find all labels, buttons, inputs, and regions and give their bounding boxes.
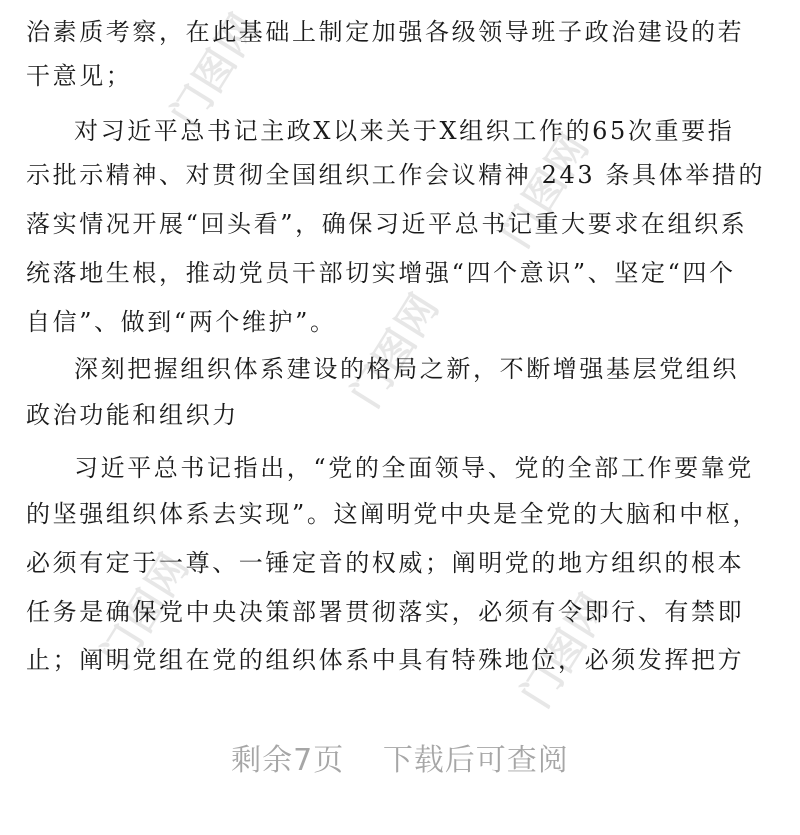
download-prompt[interactable] [0, 735, 800, 779]
paragraph-line: 干意见； [26, 62, 133, 90]
watermark: 门图网 [163, 4, 269, 136]
paragraph-line: 治素质考察，在此基础上制定加强各级领导班子政治建设的若 [26, 18, 745, 46]
paragraph-line: 统落地生根，推动党员干部切实增强“四个意识”、坚定“四个 [26, 259, 736, 287]
paragraph-line: 必须有定于一尊、一锤定音的权威；阐明党的地方组织的根本 [26, 549, 745, 577]
watermark: 门图网 [493, 124, 599, 256]
paragraph-line: 习近平总书记指出，“党的全面领导、党的全部工作要靠党 [74, 454, 754, 482]
section-heading-line: 政治功能和组织力 [26, 401, 239, 429]
paragraph-line: 自信”、做到“两个维护”。 [26, 308, 337, 336]
paragraph-line: 的坚强组织体系去实现”。这阐明党中央是全党的大脑和中枢， [26, 500, 760, 528]
paragraph-line: 任务是确保党中央决策部署贯彻落实，必须有令即行、有禁即 [26, 598, 745, 626]
download-hint-label: 下载后可查阅 [382, 743, 569, 778]
section-heading-line: 深刻把握组织体系建设的格局之新，不断增强基层党组织 [74, 355, 739, 383]
watermark: 门图网 [343, 284, 449, 416]
paragraph-line: 示批示精神、对贯彻全国组织工作会议精神 243 条具体举措的 [26, 161, 766, 189]
paragraph-line: 止；阐明党组在党的组织体系中具有特殊地位，必须发挥把方 [26, 646, 745, 674]
remaining-pages-label: 剩余7页 [231, 743, 345, 778]
paragraph-line: 对习近平总书记主政X以来关于X组织工作的65次重要指 [74, 117, 735, 145]
watermark: 门图网 [93, 544, 199, 676]
paragraph-line: 落实情况开展“回头看”，确保习近平总书记重大要求在组织系 [26, 210, 748, 238]
watermark: 门图网 [513, 584, 619, 716]
